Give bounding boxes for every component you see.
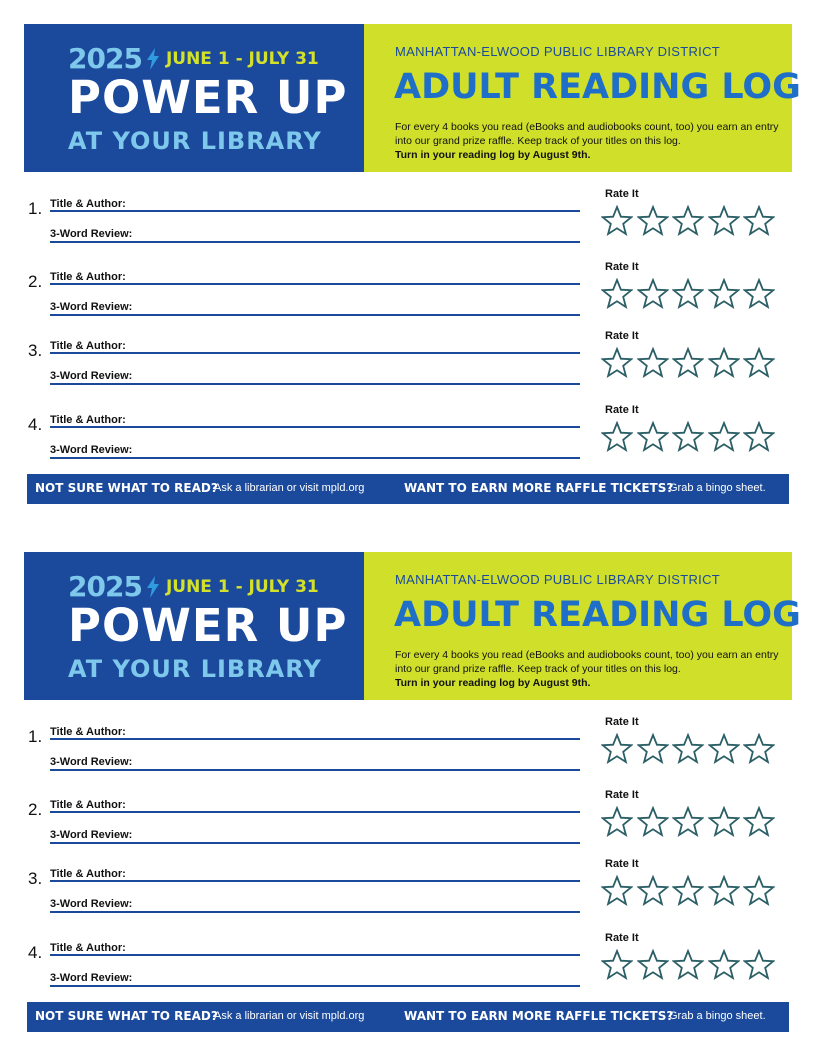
title-author-label: Title & Author: (50, 942, 126, 954)
rate-it-label: Rate It (605, 330, 639, 342)
star-outline-icon[interactable] (672, 875, 704, 907)
log-entry (0, 188, 816, 270)
star-outline-icon[interactable] (601, 205, 633, 237)
star-outline-icon[interactable] (708, 278, 740, 310)
title-author-line[interactable] (50, 352, 580, 354)
headline: POWER UP (68, 71, 348, 124)
log-deadline: Turn in your reading log by August 9th. (395, 149, 591, 161)
footer-answer-ask-librarian: Ask a librarian or visit mpld.org (214, 482, 365, 494)
star-rating[interactable] (601, 205, 777, 237)
star-rating[interactable] (601, 278, 777, 310)
star-outline-icon[interactable] (743, 278, 775, 310)
star-rating[interactable] (601, 949, 777, 981)
rate-it-label: Rate It (605, 932, 639, 944)
footer-bar (27, 1002, 789, 1032)
log-info-panel (364, 24, 801, 172)
star-outline-icon[interactable] (637, 347, 669, 379)
star-outline-icon[interactable] (637, 875, 669, 907)
log-deadline: Turn in your reading log by August 9th. (395, 677, 591, 689)
log-description: For every 4 books you read (eBooks and audiobooks count, too) you earn an entry into our grand prize raffle. Keep track of your titles on this log. (395, 649, 779, 675)
log-description-block (395, 648, 783, 690)
footer-answer-ask-librarian: Ask a librarian or visit mpld.org (214, 1010, 365, 1022)
rate-it-label: Rate It (605, 404, 639, 416)
review-line[interactable] (50, 985, 580, 987)
headline: POWER UP (68, 599, 348, 652)
star-outline-icon[interactable] (601, 806, 633, 838)
program-dates: JUNE 1 - JULY 31 (165, 48, 319, 69)
title-author-line[interactable] (50, 954, 580, 956)
footer-question-what-to-read: NOT SURE WHAT TO READ? (35, 481, 218, 495)
star-outline-icon[interactable] (672, 421, 704, 453)
star-outline-icon[interactable] (708, 733, 740, 765)
star-rating[interactable] (601, 421, 777, 453)
star-outline-icon[interactable] (708, 347, 740, 379)
star-outline-icon[interactable] (601, 949, 633, 981)
title-author-label: Title & Author: (50, 414, 126, 426)
review-line[interactable] (50, 769, 580, 771)
star-outline-icon[interactable] (672, 278, 704, 310)
title-author-label: Title & Author: (50, 726, 126, 738)
review-line[interactable] (50, 383, 580, 385)
entry-number: 2. (28, 800, 43, 819)
subheadline: AT YOUR LIBRARY (68, 655, 322, 683)
entry-number: 2. (28, 272, 43, 291)
title-author-line[interactable] (50, 426, 580, 428)
star-outline-icon[interactable] (637, 205, 669, 237)
review-label: 3-Word Review: (50, 829, 133, 841)
star-outline-icon[interactable] (637, 278, 669, 310)
star-outline-icon[interactable] (743, 347, 775, 379)
log-description-block (395, 120, 783, 162)
review-line[interactable] (50, 314, 580, 316)
star-outline-icon[interactable] (708, 949, 740, 981)
star-outline-icon[interactable] (743, 949, 775, 981)
review-label: 3-Word Review: (50, 370, 133, 382)
year-date-row (68, 42, 319, 74)
star-outline-icon[interactable] (601, 278, 633, 310)
library-district-name: MANHATTAN-ELWOOD PUBLIC LIBRARY DISTRICT (395, 572, 721, 587)
star-outline-icon[interactable] (743, 421, 775, 453)
log-info-panel (364, 552, 801, 700)
star-outline-icon[interactable] (672, 949, 704, 981)
star-outline-icon[interactable] (672, 806, 704, 838)
star-rating[interactable] (601, 875, 777, 907)
review-label: 3-Word Review: (50, 228, 133, 240)
year-label: 2025 (68, 42, 142, 75)
entry-number: 3. (28, 869, 43, 888)
review-line[interactable] (50, 842, 580, 844)
review-label: 3-Word Review: (50, 898, 133, 910)
year-label: 2025 (68, 570, 142, 603)
summer-reading-banner (24, 552, 364, 700)
star-outline-icon[interactable] (708, 421, 740, 453)
rate-it-label: Rate It (605, 858, 639, 870)
log-title: ADULT READING LOG (394, 595, 801, 635)
star-outline-icon[interactable] (637, 806, 669, 838)
review-line[interactable] (50, 457, 580, 459)
review-line[interactable] (50, 241, 580, 243)
rate-it-label: Rate It (605, 188, 639, 200)
summer-reading-banner (24, 24, 364, 172)
lightning-bolt-icon (146, 576, 160, 598)
title-author-line[interactable] (50, 738, 580, 740)
review-label: 3-Word Review: (50, 444, 133, 456)
star-outline-icon[interactable] (637, 421, 669, 453)
star-outline-icon[interactable] (743, 875, 775, 907)
star-outline-icon[interactable] (672, 205, 704, 237)
star-outline-icon[interactable] (601, 421, 633, 453)
entry-number: 1. (28, 727, 43, 746)
log-entry (0, 716, 816, 798)
review-label: 3-Word Review: (50, 756, 133, 768)
star-outline-icon[interactable] (672, 347, 704, 379)
title-author-label: Title & Author: (50, 868, 126, 880)
entry-number: 3. (28, 341, 43, 360)
log-entry (0, 261, 816, 343)
reading-log-card (0, 24, 816, 524)
log-entry (0, 858, 816, 940)
entry-number: 1. (28, 199, 43, 218)
title-author-label: Title & Author: (50, 799, 126, 811)
title-author-label: Title & Author: (50, 340, 126, 352)
star-outline-icon[interactable] (708, 806, 740, 838)
rate-it-label: Rate It (605, 716, 639, 728)
footer-answer-bingo-sheet: Grab a bingo sheet. (669, 482, 766, 494)
review-label: 3-Word Review: (50, 301, 133, 313)
title-author-label: Title & Author: (50, 198, 126, 210)
title-author-line[interactable] (50, 880, 580, 882)
entry-number: 4. (28, 415, 43, 434)
footer-bar (27, 474, 789, 504)
reading-log-card (0, 552, 816, 1052)
star-rating[interactable] (601, 347, 777, 379)
log-entry (0, 330, 816, 412)
star-outline-icon[interactable] (601, 875, 633, 907)
year-date-row (68, 570, 319, 602)
rate-it-label: Rate It (605, 261, 639, 273)
star-outline-icon[interactable] (637, 949, 669, 981)
star-outline-icon[interactable] (672, 733, 704, 765)
footer-question-what-to-read: NOT SURE WHAT TO READ? (35, 1009, 218, 1023)
star-outline-icon[interactable] (743, 733, 775, 765)
lightning-bolt-icon (146, 48, 160, 70)
entry-number: 4. (28, 943, 43, 962)
star-outline-icon[interactable] (637, 733, 669, 765)
title-author-line[interactable] (50, 811, 580, 813)
review-label: 3-Word Review: (50, 972, 133, 984)
log-entry (0, 789, 816, 871)
title-author-label: Title & Author: (50, 271, 126, 283)
footer-answer-bingo-sheet: Grab a bingo sheet. (669, 1010, 766, 1022)
program-dates: JUNE 1 - JULY 31 (165, 576, 319, 597)
star-rating[interactable] (601, 806, 777, 838)
star-rating[interactable] (601, 733, 777, 765)
footer-question-raffle-tickets: WANT TO EARN MORE RAFFLE TICKETS? (404, 1009, 674, 1023)
star-outline-icon[interactable] (743, 806, 775, 838)
review-line[interactable] (50, 911, 580, 913)
title-author-line[interactable] (50, 210, 580, 212)
log-description: For every 4 books you read (eBooks and audiobooks count, too) you earn an entry into our grand prize raffle. Keep track of your titles on this log. (395, 121, 779, 147)
footer-question-raffle-tickets: WANT TO EARN MORE RAFFLE TICKETS? (404, 481, 674, 495)
title-author-line[interactable] (50, 283, 580, 285)
star-outline-icon[interactable] (708, 205, 740, 237)
star-outline-icon[interactable] (708, 875, 740, 907)
star-outline-icon[interactable] (601, 733, 633, 765)
rate-it-label: Rate It (605, 789, 639, 801)
subheadline: AT YOUR LIBRARY (68, 127, 322, 155)
star-outline-icon[interactable] (601, 347, 633, 379)
library-district-name: MANHATTAN-ELWOOD PUBLIC LIBRARY DISTRICT (395, 44, 721, 59)
star-outline-icon[interactable] (743, 205, 775, 237)
log-title: ADULT READING LOG (394, 67, 801, 107)
